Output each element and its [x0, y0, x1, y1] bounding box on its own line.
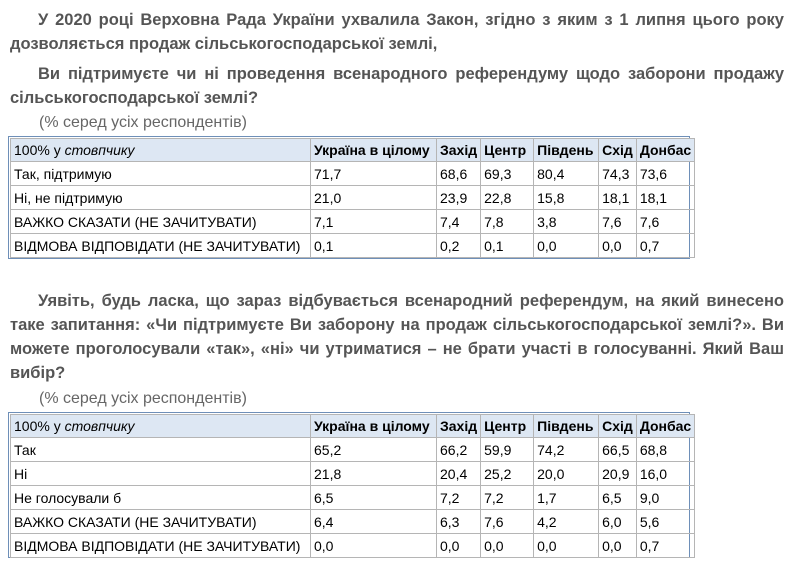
column-header: Україна в цілому — [311, 415, 437, 438]
row-label: ВАЖКО СКАЗАТИ (НЕ ЗАЧИТУВАТИ) — [11, 510, 311, 534]
value-cell: 6,4 — [311, 510, 437, 534]
value-cell: 0,0 — [599, 234, 637, 258]
value-cell: 22,8 — [481, 186, 534, 210]
table-row — [11, 438, 695, 462]
row-label: ВАЖКО СКАЗАТИ (НЕ ЗАЧИТУВАТИ) — [11, 210, 311, 234]
row-label: Ні — [11, 462, 311, 486]
value-cell: 7,2 — [437, 486, 481, 510]
value-cell: 69,3 — [481, 162, 534, 186]
value-cell: 7,1 — [311, 210, 437, 234]
corner-italic: стовпчику — [64, 142, 135, 158]
value-cell: 0,0 — [534, 534, 599, 558]
table-row — [11, 186, 695, 210]
value-cell: 7,6 — [636, 210, 694, 234]
value-cell: 18,1 — [636, 186, 694, 210]
column-header: Південь — [534, 415, 599, 438]
table-2 — [10, 414, 695, 558]
row-label: ВІДМОВА ВІДПОВІДАТИ (НЕ ЗАЧИТУВАТИ) — [11, 534, 311, 558]
table-header-row — [11, 139, 695, 162]
value-cell: 25,2 — [481, 462, 534, 486]
value-cell: 15,8 — [534, 186, 599, 210]
table-1 — [10, 138, 695, 258]
value-cell: 0,2 — [437, 234, 481, 258]
value-cell: 20,4 — [437, 462, 481, 486]
table-row — [11, 534, 695, 558]
row-label: Так, підтримую — [11, 162, 311, 186]
value-cell: 68,8 — [636, 438, 694, 462]
value-cell: 71,7 — [311, 162, 437, 186]
value-cell: 6,5 — [311, 486, 437, 510]
value-cell: 74,2 — [534, 438, 599, 462]
value-cell: 66,2 — [437, 438, 481, 462]
note-1: (% серед усіх респондентів) — [39, 114, 247, 131]
row-label: ВІДМОВА ВІДПОВІДАТИ (НЕ ЗАЧИТУВАТИ) — [11, 234, 311, 258]
column-header: Донбас — [636, 139, 694, 162]
question-2-text: Уявіть, будь ласка, що зараз відбувається всенародний референдум, на який винесено таке запитання: «Чи підтримуєте Ви заборону на продаж сільськогосподарської землі?». Ви можете проголосували «так», «ні» чи утриматися – не брати участі в голосуванні. Який Ваш вибір? — [10, 292, 784, 382]
row-label: Так — [11, 438, 311, 462]
column-header: Україна в цілому — [311, 139, 437, 162]
value-cell: 20,0 — [534, 462, 599, 486]
corner-prefix: 100% у — [14, 142, 65, 158]
intro-text: У 2020 році Верховна Рада України ухвалила Закон, згідно з яким з 1 липня цього року дозволяється продаж сільськогосподарської землі, — [10, 11, 784, 53]
question-1 — [10, 62, 784, 110]
value-cell: 16,0 — [636, 462, 694, 486]
value-cell: 6,5 — [599, 486, 637, 510]
value-cell: 0,1 — [481, 234, 534, 258]
row-label: Ні, не підтримую — [11, 186, 311, 210]
table-row — [11, 510, 695, 534]
table-1-body — [11, 139, 695, 258]
value-cell: 20,9 — [599, 462, 637, 486]
value-cell: 0,7 — [636, 534, 694, 558]
value-cell: 65,2 — [311, 438, 437, 462]
value-cell: 21,0 — [311, 186, 437, 210]
corner-italic: стовпчику — [64, 418, 135, 434]
value-cell: 66,5 — [599, 438, 637, 462]
value-cell: 18,1 — [599, 186, 637, 210]
note-2: (% серед усіх респондентів) — [39, 390, 247, 407]
value-cell: 7,6 — [481, 510, 534, 534]
value-cell: 0,0 — [481, 534, 534, 558]
value-cell: 0,0 — [437, 534, 481, 558]
row-label: Не голосували б — [11, 486, 311, 510]
value-cell: 7,6 — [599, 210, 637, 234]
column-header: Захід — [437, 139, 481, 162]
intro-paragraph — [10, 8, 784, 56]
value-cell: 7,8 — [481, 210, 534, 234]
value-cell: 21,8 — [311, 462, 437, 486]
question-2 — [10, 289, 784, 385]
value-cell: 5,6 — [636, 510, 694, 534]
value-cell: 80,4 — [534, 162, 599, 186]
column-header: Схід — [599, 139, 637, 162]
column-header: Схід — [599, 415, 637, 438]
value-cell: 68,6 — [437, 162, 481, 186]
corner-prefix: 100% у — [14, 418, 65, 434]
column-header: Донбас — [636, 415, 694, 438]
table-row — [11, 162, 695, 186]
table-corner-cell — [11, 139, 311, 162]
value-cell: 7,2 — [481, 486, 534, 510]
value-cell: 23,9 — [437, 186, 481, 210]
value-cell: 59,9 — [481, 438, 534, 462]
value-cell: 0,0 — [311, 534, 437, 558]
value-cell: 73,6 — [636, 162, 694, 186]
table-header-row — [11, 415, 695, 438]
column-header: Південь — [534, 139, 599, 162]
table-row — [11, 210, 695, 234]
table-row — [11, 486, 695, 510]
value-cell: 0,0 — [599, 534, 637, 558]
column-header: Центр — [481, 415, 534, 438]
table-2-body — [11, 415, 695, 558]
table-corner-cell — [11, 415, 311, 438]
table-row — [11, 234, 695, 258]
value-cell: 6,3 — [437, 510, 481, 534]
column-header: Центр — [481, 139, 534, 162]
question-1-text: Ви підтримуєте чи ні проведення всенародного референдуму щодо заборони продажу сільськогосподарської землі? — [10, 65, 784, 107]
value-cell: 4,2 — [534, 510, 599, 534]
value-cell: 74,3 — [599, 162, 637, 186]
value-cell: 9,0 — [636, 486, 694, 510]
value-cell: 6,0 — [599, 510, 637, 534]
value-cell: 0,0 — [534, 234, 599, 258]
column-header: Захід — [437, 415, 481, 438]
value-cell: 3,8 — [534, 210, 599, 234]
table-row — [11, 462, 695, 486]
value-cell: 0,7 — [636, 234, 694, 258]
value-cell: 1,7 — [534, 486, 599, 510]
value-cell: 7,4 — [437, 210, 481, 234]
value-cell: 0,1 — [311, 234, 437, 258]
